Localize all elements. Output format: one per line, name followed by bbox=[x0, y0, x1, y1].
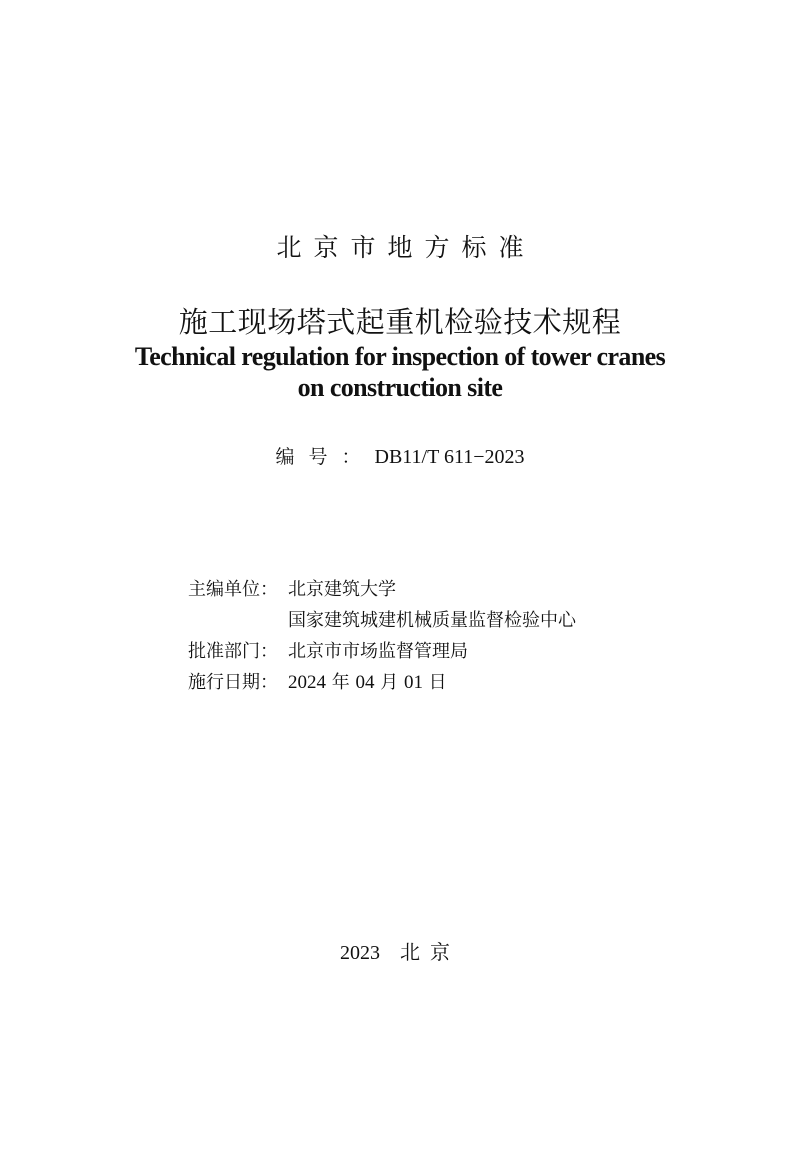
date-month: 04 bbox=[355, 672, 375, 693]
footer-city: 北京 bbox=[400, 940, 460, 964]
editor-value-2: 国家建筑城建机械质量监督检验中心 bbox=[288, 610, 576, 631]
editor-row-2 bbox=[188, 605, 576, 636]
date-year-unit: 年 bbox=[331, 672, 350, 693]
editor-value-1: 北京建筑大学 bbox=[288, 579, 396, 600]
effective-date-value bbox=[288, 667, 447, 698]
footer-year: 2023 bbox=[340, 942, 380, 964]
publication-footer bbox=[0, 936, 800, 965]
title-english-line-1: Technical regulation for inspection of tower cranes bbox=[134, 342, 666, 371]
standard-code-value: DB11/T 611−2023 bbox=[374, 446, 525, 468]
standard-code bbox=[0, 442, 800, 469]
approver-label: 批准部门： bbox=[188, 641, 278, 662]
date-year: 2024 bbox=[288, 672, 326, 693]
editor-row bbox=[188, 574, 576, 605]
approver-value: 北京市市场监督管理局 bbox=[288, 641, 468, 662]
date-day-unit: 日 bbox=[428, 672, 447, 693]
publication-info bbox=[188, 574, 576, 698]
title-english-line-2: on construction site bbox=[297, 373, 503, 402]
standard-type-heading: 北京市地方标准 bbox=[276, 233, 536, 262]
effective-date-label: 施行日期： bbox=[188, 672, 278, 693]
standard-code-label: 编号： bbox=[275, 446, 375, 468]
date-month-unit: 月 bbox=[380, 672, 399, 693]
editor-label: 主编单位： bbox=[188, 579, 278, 600]
date-day: 01 bbox=[403, 672, 423, 693]
effective-date-row bbox=[188, 667, 576, 698]
approver-row bbox=[188, 636, 576, 667]
title-chinese: 施工现场塔式起重机检验技术规程 bbox=[178, 305, 622, 339]
